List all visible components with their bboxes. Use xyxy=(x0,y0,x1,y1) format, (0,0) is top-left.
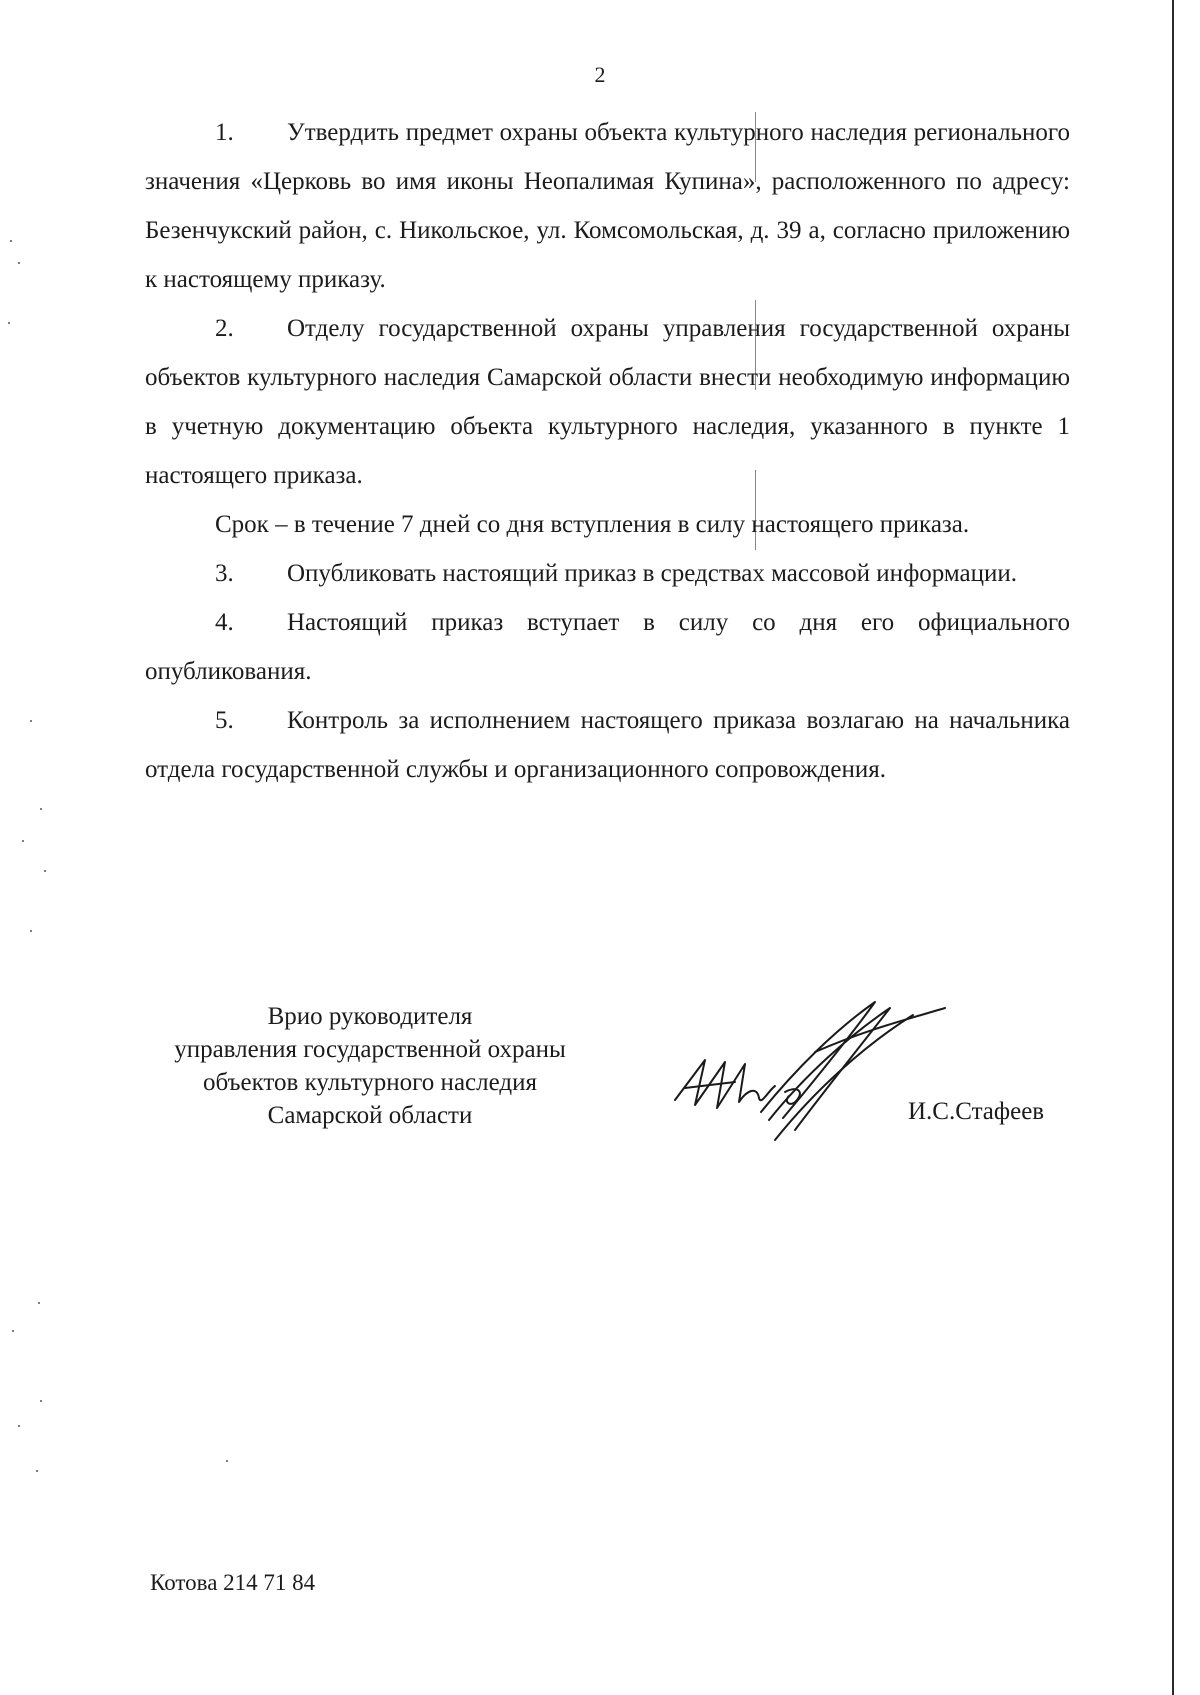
scan-speck xyxy=(36,1470,38,1472)
handwritten-signature xyxy=(665,990,955,1150)
scan-speck xyxy=(22,840,24,842)
order-body xyxy=(145,108,1070,794)
scan-speck xyxy=(12,1330,14,1332)
position-line: управления государственной охраны xyxy=(174,1036,566,1063)
scan-speck xyxy=(38,1302,40,1304)
scan-speck xyxy=(40,808,42,810)
item-text: Настоящий приказ вступает в силу со дня его официального опубликования. xyxy=(145,609,1070,685)
position-line: Самарской области xyxy=(267,1102,473,1129)
scan-speck xyxy=(18,1425,20,1427)
order-item-deadline xyxy=(145,500,1070,549)
scan-speck xyxy=(40,1400,42,1402)
order-item xyxy=(145,108,1070,304)
item-number: 4. xyxy=(215,609,234,636)
item-text: Отделу государственной охраны управления государственной охраны объектов культурного наследия Самарской области внести необходимую информацию в учетную документацию объекта культурного наследия, указанного в пункте 1 настоящего приказа. xyxy=(145,315,1070,489)
scan-speck xyxy=(30,720,32,722)
position-line: Врио руководителя xyxy=(267,1003,473,1030)
scan-speck xyxy=(18,262,20,264)
scan-speck xyxy=(10,240,12,242)
item-text: Утвердить предмет охраны объекта культурного наследия регионального значения «Церковь во имя иконы Неопалимая Купина», расположенного по адресу: Безенчукский район, с. Никольское, ул. Комсомольская, д. 39 а, согласно приложению к настоящему приказу. xyxy=(145,119,1070,293)
item-text: Контроль за исполнением настоящего приказа возлагаю на начальника отдела государственной службы и организационного сопровождения. xyxy=(145,707,1070,783)
order-item xyxy=(145,598,1070,696)
scan-speck xyxy=(30,930,32,932)
signatory-position xyxy=(145,1000,595,1132)
page-number: 2 xyxy=(594,62,606,87)
item-number: 1. xyxy=(215,119,234,146)
position-line: объектов культурного наследия xyxy=(203,1069,537,1096)
order-item xyxy=(145,696,1070,794)
signatory-name: И.С.Стафеев xyxy=(908,1098,1045,1125)
order-item xyxy=(145,549,1070,598)
item-number: 5. xyxy=(215,707,234,734)
item-text: Опубликовать настоящий приказ в средствах массовой информации. xyxy=(287,560,1018,587)
scan-speck xyxy=(226,1460,228,1462)
item-number: 2. xyxy=(215,315,234,342)
order-item xyxy=(145,304,1070,500)
scan-speck xyxy=(44,870,46,872)
item-number: 3. xyxy=(215,560,234,587)
scan-speck xyxy=(8,322,10,324)
executor-contact: Котова 214 71 84 xyxy=(150,1570,316,1595)
scan-binding-edge xyxy=(1172,0,1174,1695)
item-text: Срок – в течение 7 дней со дня вступления в силу настоящего приказа. xyxy=(215,511,970,538)
